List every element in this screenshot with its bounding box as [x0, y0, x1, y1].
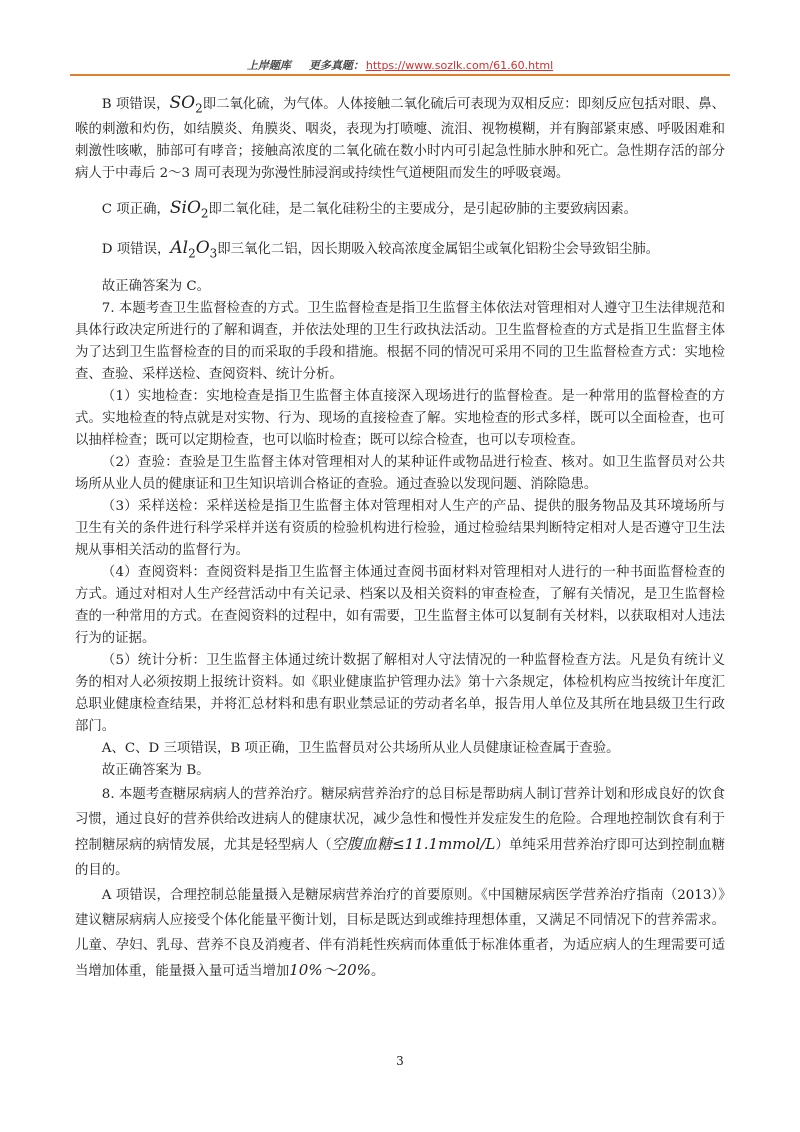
formula-al2o3: $Al_2O_3$: [170, 237, 218, 261]
answer-line-7: 故正确答案为 B。: [101, 763, 210, 779]
page-header: [0, 57, 800, 73]
source-link[interactable]: https://www.sozlk.com/61.60.html: [365, 59, 554, 72]
method-onsite-inspection: （1）实地检查：实地检查是指卫生监督主体直接深入现场进行的监督检查。是一种常用的监督检查的方式。实地检查的特点就是对实物、行为、现场的直接检查了解。实地检查的形式多样，既可以全面检查，也可以抽样检查；既可以定期检查，也可以临时检查；既可以综合检查，也可以专项检查。: [75, 389, 725, 449]
formula-so2: $SO_2$: [169, 93, 203, 116]
method-sampling: （3）采样送检：采样送检是指卫生监督主体对管理相对人生产的产品、提供的服务物品及其环境场所与卫生有关的条件进行科学采样并送有资质的检验机构进行检验，通过检验结果判断特定相对人是否遵守卫生法规从事相关活动的监督行为。: [75, 499, 725, 559]
document-body: [75, 92, 725, 984]
blood-glucose-formula: 空腹血糖≤11.1mmol/L: [331, 835, 496, 854]
source-label: 更多真题：: [308, 59, 364, 72]
method-verification: （2）查验：查验是卫生监督主体对管理相对人的某种证件或物品进行检查、核对。如卫生监督员对公共场所从业人员的健康证和卫生知识培训合格证的查验。通过查验以发现问题、消除隐患。: [75, 455, 725, 493]
header-divider: [70, 74, 730, 76]
energy-increase-range: 10%～20%: [289, 961, 371, 980]
paragraph-option-c: C 项正确，SiO$_2$即二氧化硅，是二氧化硅粉尘的主要成分，是引起矽肺的主要致病因素。: [101, 198, 638, 221]
question-8-intro: 8. 本题考查糖尿病病人的营养治疗。糖尿病营养治疗的总目标是帮助病人制订营养计划和形成良好的饮食习惯，通过良好的营养供给改进病人的健康状况，减少急性和慢性并发症发生的危险。合理地控制饮食有利于控制糖尿病的病情发展，尤其是轻型病人（空腹血糖≤11.1mmol/L）单纯采用营养治疗即可达到控制血糖的目的。: [75, 787, 726, 879]
options-explanation-7: A、C、D 三项错误，B 项正确，卫生监督员对公共场所从业人员健康证检查属于查验。: [101, 741, 620, 757]
page-number: 3: [396, 1054, 404, 1068]
method-statistical-analysis: （5）统计分析：卫生监督主体通过统计数据了解相对人守法情况的一种监督检查方法。凡是负有统计义务的相对人必须按期上报统计资料。如《职业健康监护管理办法》第十六条规定，体检机构应当按统计年度汇总职业健康检查结果，并将汇总材料和患有职业禁忌证的劳动者名单，报告用人单位及其所在地县级卫生行政部门。: [75, 653, 725, 735]
option-a-explanation-8: A 项错误，合理控制总能量摄入是糖尿病营养治疗的首要原则。《中国糖尿病医学营养治疗指南（2013）》建议糖尿病病人应接受个体化能量平衡计划，目标是既达到或维持理想体重，又满足不同情况下的营养需求。儿童、孕妇、乳母、营养不良及消瘦者、伴有消耗性疾病而体重低于标准体重者，为适应病人的生理需要可适当增加体重，能量摄入量可适当增加10%～20%。: [75, 888, 725, 980]
paragraph-option-b: B 项错误，$SO_2$即二氧化硫，为气体。人体接触二氧化硫后可表现为双相反应：即刻反应包括对眼、鼻、喉的刺激和灼伤，如结膜炎、角膜炎、咽炎，表现为打喷嚏、流泪、视物模糊，并有胸部紧束感、呼吸困难和刺激性咳嗽，肺部可有哮音；接触高浓度的二氧化硫在数小时内可引起急性肺水肿和死亡。急性期存活的部分病人于中毒后 2～3 周可表现为弥漫性肺浸润或持续性气道梗阻而发生的呼吸衰竭。: [75, 93, 725, 182]
paragraph-option-d: D 项错误，$Al_2O_3$即三氧化二铝，因长期吸入较高浓度金属铝尘或氧化铝粉尘会导致铝尘肺。: [101, 237, 660, 261]
site-label: 上岸题库: [246, 59, 291, 72]
formula-sio2: SiO$_2$: [169, 198, 209, 221]
answer-line-6: 故正确答案为 C。: [101, 279, 211, 295]
method-document-review: （4）查阅资料：查阅资料是指卫生监督主体通过查阅书面材料对管理相对人进行的一种书面监督检查的方式。通过对相对人生产经营活动中有关记录、档案以及相关资料的审查检查，了解有关情况，是卫生监督检查的一种常用的方式。在查阅资料的过程中，如有需要，卫生监督主体可以复制有关材料，以获取相对人违法行为的证据。: [75, 565, 725, 647]
question-7-intro: 7. 本题考查卫生监督检查的方式。卫生监督检查是指卫生监督主体依法对管理相对人遵守卫生法律规范和具体行政决定所进行的了解和调查，并依法处理的卫生行政执法活动。卫生监督检查的方式是指卫生监督主体为了达到卫生监督检查的目的而采取的手段和措施。根据不同的情况可采用不同的卫生监督检查方式：实地检查、查验、采样送检、查阅资料、统计分析。: [75, 301, 725, 383]
